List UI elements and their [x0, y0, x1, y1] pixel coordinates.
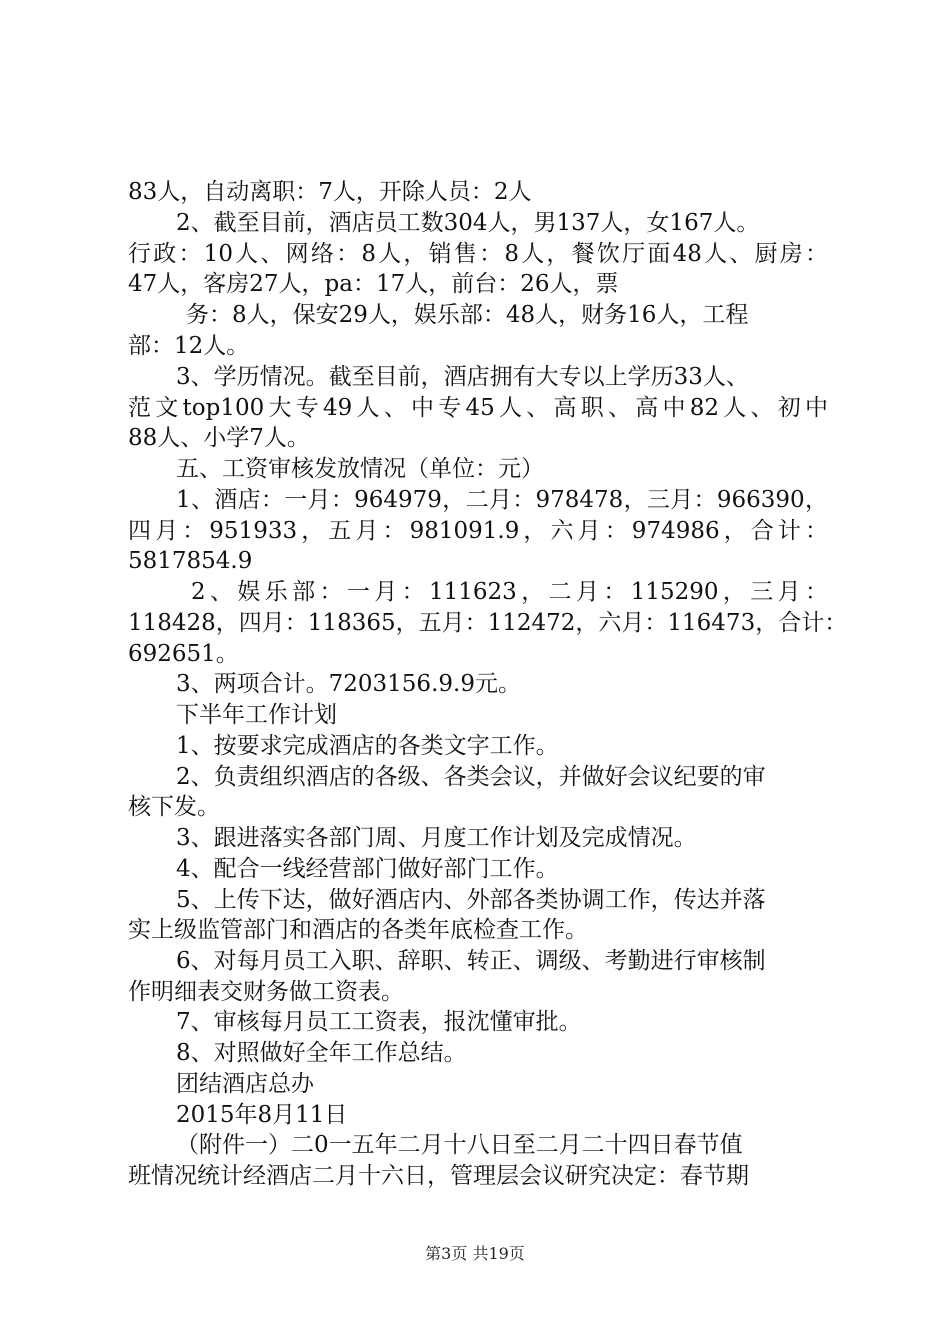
text-line: 83人，自动离职：7人，开除人员：2人 [128, 179, 532, 205]
text-line: 2、负责组织酒店的各级、各类会议，并做好会议纪要的审 [176, 764, 766, 790]
text-line: 行政：10人、网络：8人，销售：8人，餐饮厅面48人、厨房： [128, 241, 828, 267]
signature-date: 2015年8月11日 [176, 1102, 348, 1128]
text-line: 3、跟进落实各部门周、月度工作计划及完成情况。 [176, 825, 697, 851]
text-line: 核下发。 [128, 794, 220, 820]
text-line: 1、按要求完成酒店的各类文字工作。 [176, 733, 559, 759]
text-line: 范文top100大专49人、中专45人、高职、高中82人、初中 [128, 395, 828, 421]
section-heading: 五、工资审核发放情况（单位：元） [176, 456, 544, 482]
text-line: 作明细表交财务做工资表。 [128, 979, 404, 1005]
text-line: 实上级监管部门和酒店的各类年底检查工作。 [128, 917, 588, 943]
text-line: 88人、小学7人。 [128, 425, 310, 451]
text-line: 部：12人。 [128, 333, 250, 359]
text-line: 7、审核每月员工工资表，报沈懂审批。 [176, 1009, 582, 1035]
text-line: 班情况统计经酒店二月十六日，管理层会议研究决定：春节期 [128, 1163, 749, 1189]
text-line: 3、学历情况。截至目前，酒店拥有大专以上学历33人、 [176, 364, 749, 390]
text-line: 2、截至目前，酒店员工数304人，男137人，女167人。 [176, 210, 760, 236]
text-line: 6、对每月员工入职、辞职、转正、调级、考勤进行审核制 [176, 948, 766, 974]
text-line: 8、对照做好全年工作总结。 [176, 1040, 467, 1066]
text-line: 5817854.9 [128, 548, 253, 574]
text-line: 1、酒店：一月：964979，二月：978478，三月：966390， [176, 487, 828, 513]
text-line: 47人，客房27人，pa：17人，前台：26人，票 [128, 271, 619, 297]
text-line: 务：8人，保安29人，娱乐部：48人，财务16人，工程 [186, 302, 749, 328]
text-line: 692651。 [128, 641, 239, 667]
text-line: 118428，四月：118365，五月：112472，六月：116473，合计： [128, 610, 848, 636]
text-line: 四月：951933，五月：981091.9，六月：974986，合计： [128, 518, 828, 544]
text-line: 2、娱乐部：一月：111623，二月：115290，三月： [191, 579, 828, 605]
section-heading: 下半年工作计划 [176, 702, 337, 728]
text-line: （附件一）二0一五年二月十八日至二月二十四日春节值 [176, 1132, 743, 1158]
page-footer: 第3页 共19页 [425, 1244, 525, 1263]
signature-org: 团结酒店总办 [176, 1071, 314, 1097]
text-line: 3、两项合计。7203156.9.9元。 [176, 671, 521, 697]
text-line: 4、配合一线经营部门做好部门工作。 [176, 856, 559, 882]
text-line: 5、上传下达，做好酒店内、外部各类协调工作，传达并落 [176, 887, 766, 913]
